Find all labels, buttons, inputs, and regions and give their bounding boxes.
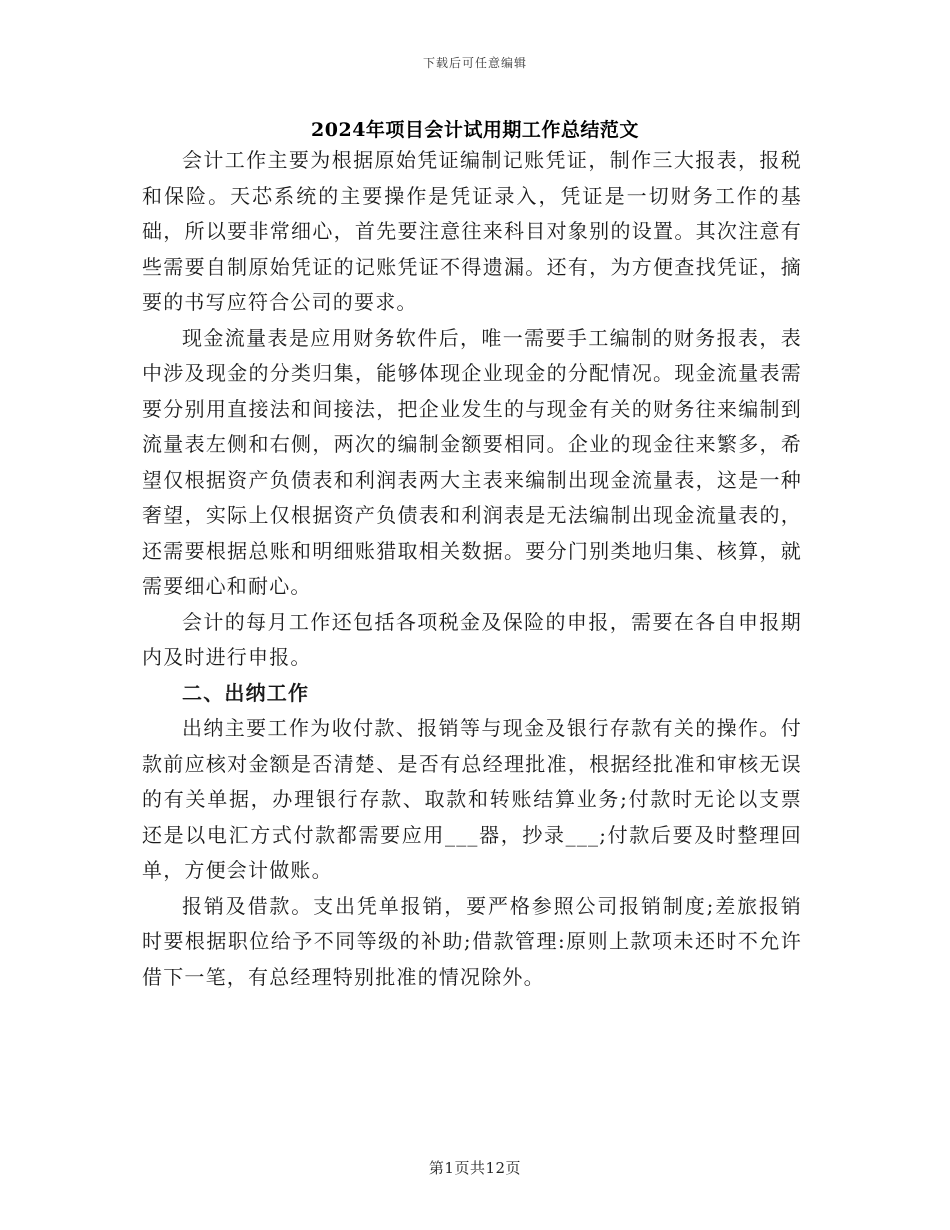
paragraph-cash-flow-statement: 现金流量表是应用财务软件后，唯一需要手工编制的财务报表，表中涉及现金的分类归集，能够体现企业现金的分配情况。现金流量表需要分别用直接法和间接法，把企业发生的与现金有关的财务往来编制到流量表左侧和右侧，两次的编制金额要相同。企业的现金往来繁多，希望仅根据资产负债表和利润表两大主表来编制出现金流量表，这是一种奢望，实际上仅根据资产负债表和利润表是无法编制出现金流量表的，还需要根据总账和明细账猎取相关数据。要分门别类地归集、核算，就需要细心和耐心。 (142, 325, 802, 598)
paragraph-reimbursement-loans: 报销及借款。支出凭单报销，要严格参照公司报销制度;差旅报销时要根据职位给予不同等级的补助;借款管理:原则上款项未还时不允许借下一笔，有总经理特别批准的情况除外。 (142, 893, 802, 989)
paragraph-cashier-duties: 出纳主要工作为收付款、报销等与现金及银行存款有关的操作。付款前应核对金额是否清楚、是否有总经理批准，根据经批准和审核无误的有关单据，办理银行存款、取款和转账结算业务;付款时无论以支票还是以电汇方式付款都需要应用___器，抄录___;付款后要及时整理回单，方便会计做账。 (142, 716, 802, 882)
page-number-footer: 第1页共12页 (428, 1159, 522, 1177)
document-body (142, 143, 802, 995)
section-heading-cashier: 二、出纳工作 (182, 680, 310, 705)
document-title: 2024年项目会计试用期工作总结范文 (311, 119, 639, 141)
paragraph-tax-filing: 会计的每月工作还包括各项税金及保险的申报，需要在各自申报期内及时进行申报。 (142, 609, 802, 669)
page-header-note: 下载后可任意编辑 (422, 56, 527, 70)
paragraph-accounting-work: 会计工作主要为根据原始凭证编制记账凭证，制作三大报表，报税和保险。天芯系统的主要操作是凭证录入，凭证是一切财务工作的基础，所以要非常细心，首先要注意往来科目对象别的设置。其次注意有些需要自制原始凭证的记账凭证不得遗漏。还有，为方便查找凭证，摘要的书写应符合公司的要求。 (142, 148, 802, 314)
